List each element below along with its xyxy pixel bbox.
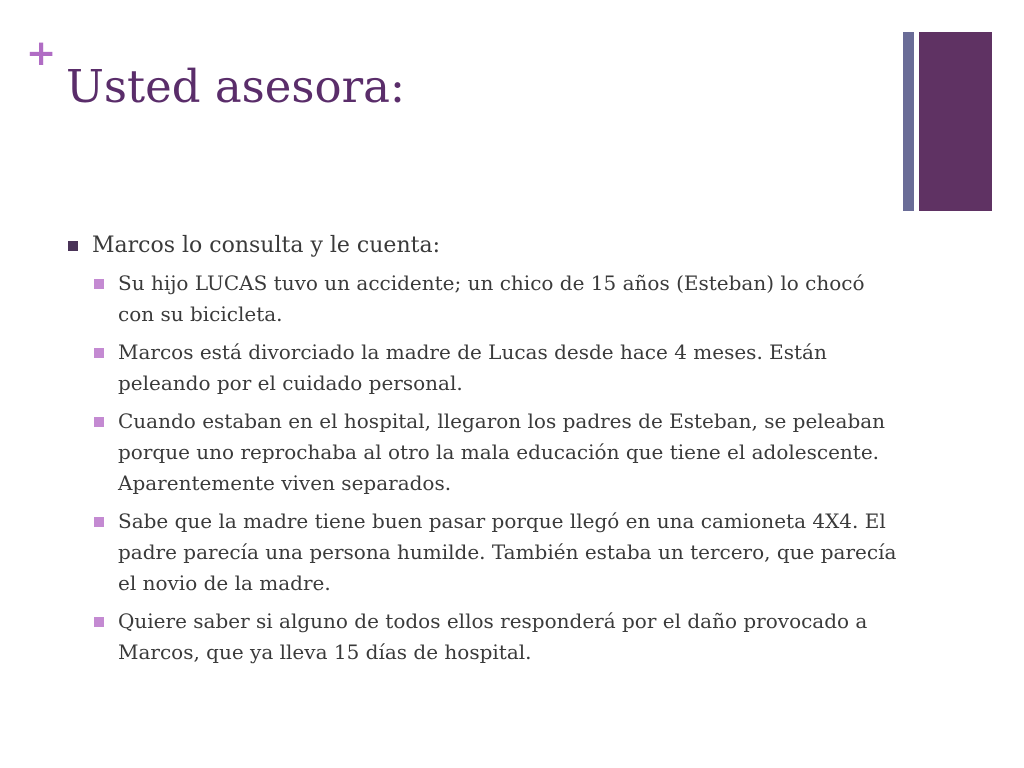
slide-content — [68, 230, 898, 675]
plus-icon: + — [26, 33, 57, 74]
main-bullet-text: Marcos lo consulta y le cuenta: — [92, 233, 440, 258]
sub-bullet-text: Quiere saber si alguno de todos ellos responderá por el daño provocado a Marcos, que ya lleva 15 días de hospital. — [118, 609, 868, 664]
sub-bullet-text: Marcos está divorciado la madre de Lucas desde hace 4 meses. Están peleando por el cuidado personal. — [118, 340, 827, 395]
sub-bullet — [94, 406, 898, 499]
sub-bullet — [94, 337, 898, 399]
slide-title: Usted asesora: — [66, 60, 406, 113]
decorative-bar-thin — [903, 32, 914, 211]
main-bullet — [68, 230, 898, 262]
sub-bullet-text: Cuando estaban en el hospital, llegaron los padres de Esteban, se peleaban porque uno reprochaba al otro la mala educación que tiene el adolescente. Aparentemente viven separados. — [118, 409, 886, 495]
square-bullet-icon — [94, 348, 104, 358]
decorative-bar-thick — [919, 32, 992, 211]
sub-bullet — [94, 606, 898, 668]
sub-bullet-text: Su hijo LUCAS tuvo un accidente; un chico de 15 años (Esteban) lo chocó con su bicicleta. — [118, 271, 865, 326]
square-bullet-icon — [94, 617, 104, 627]
sub-bullet — [94, 268, 898, 330]
square-bullet-icon — [94, 279, 104, 289]
sub-bullet-text: Sabe que la madre tiene buen pasar porque llegó en una camioneta 4X4. El padre parecía una persona humilde. También estaba un tercero, que parecía el novio de la madre. — [118, 509, 897, 595]
square-bullet-icon — [94, 417, 104, 427]
square-bullet-icon — [94, 517, 104, 527]
sub-bullet — [94, 506, 898, 599]
square-bullet-icon — [68, 241, 78, 251]
